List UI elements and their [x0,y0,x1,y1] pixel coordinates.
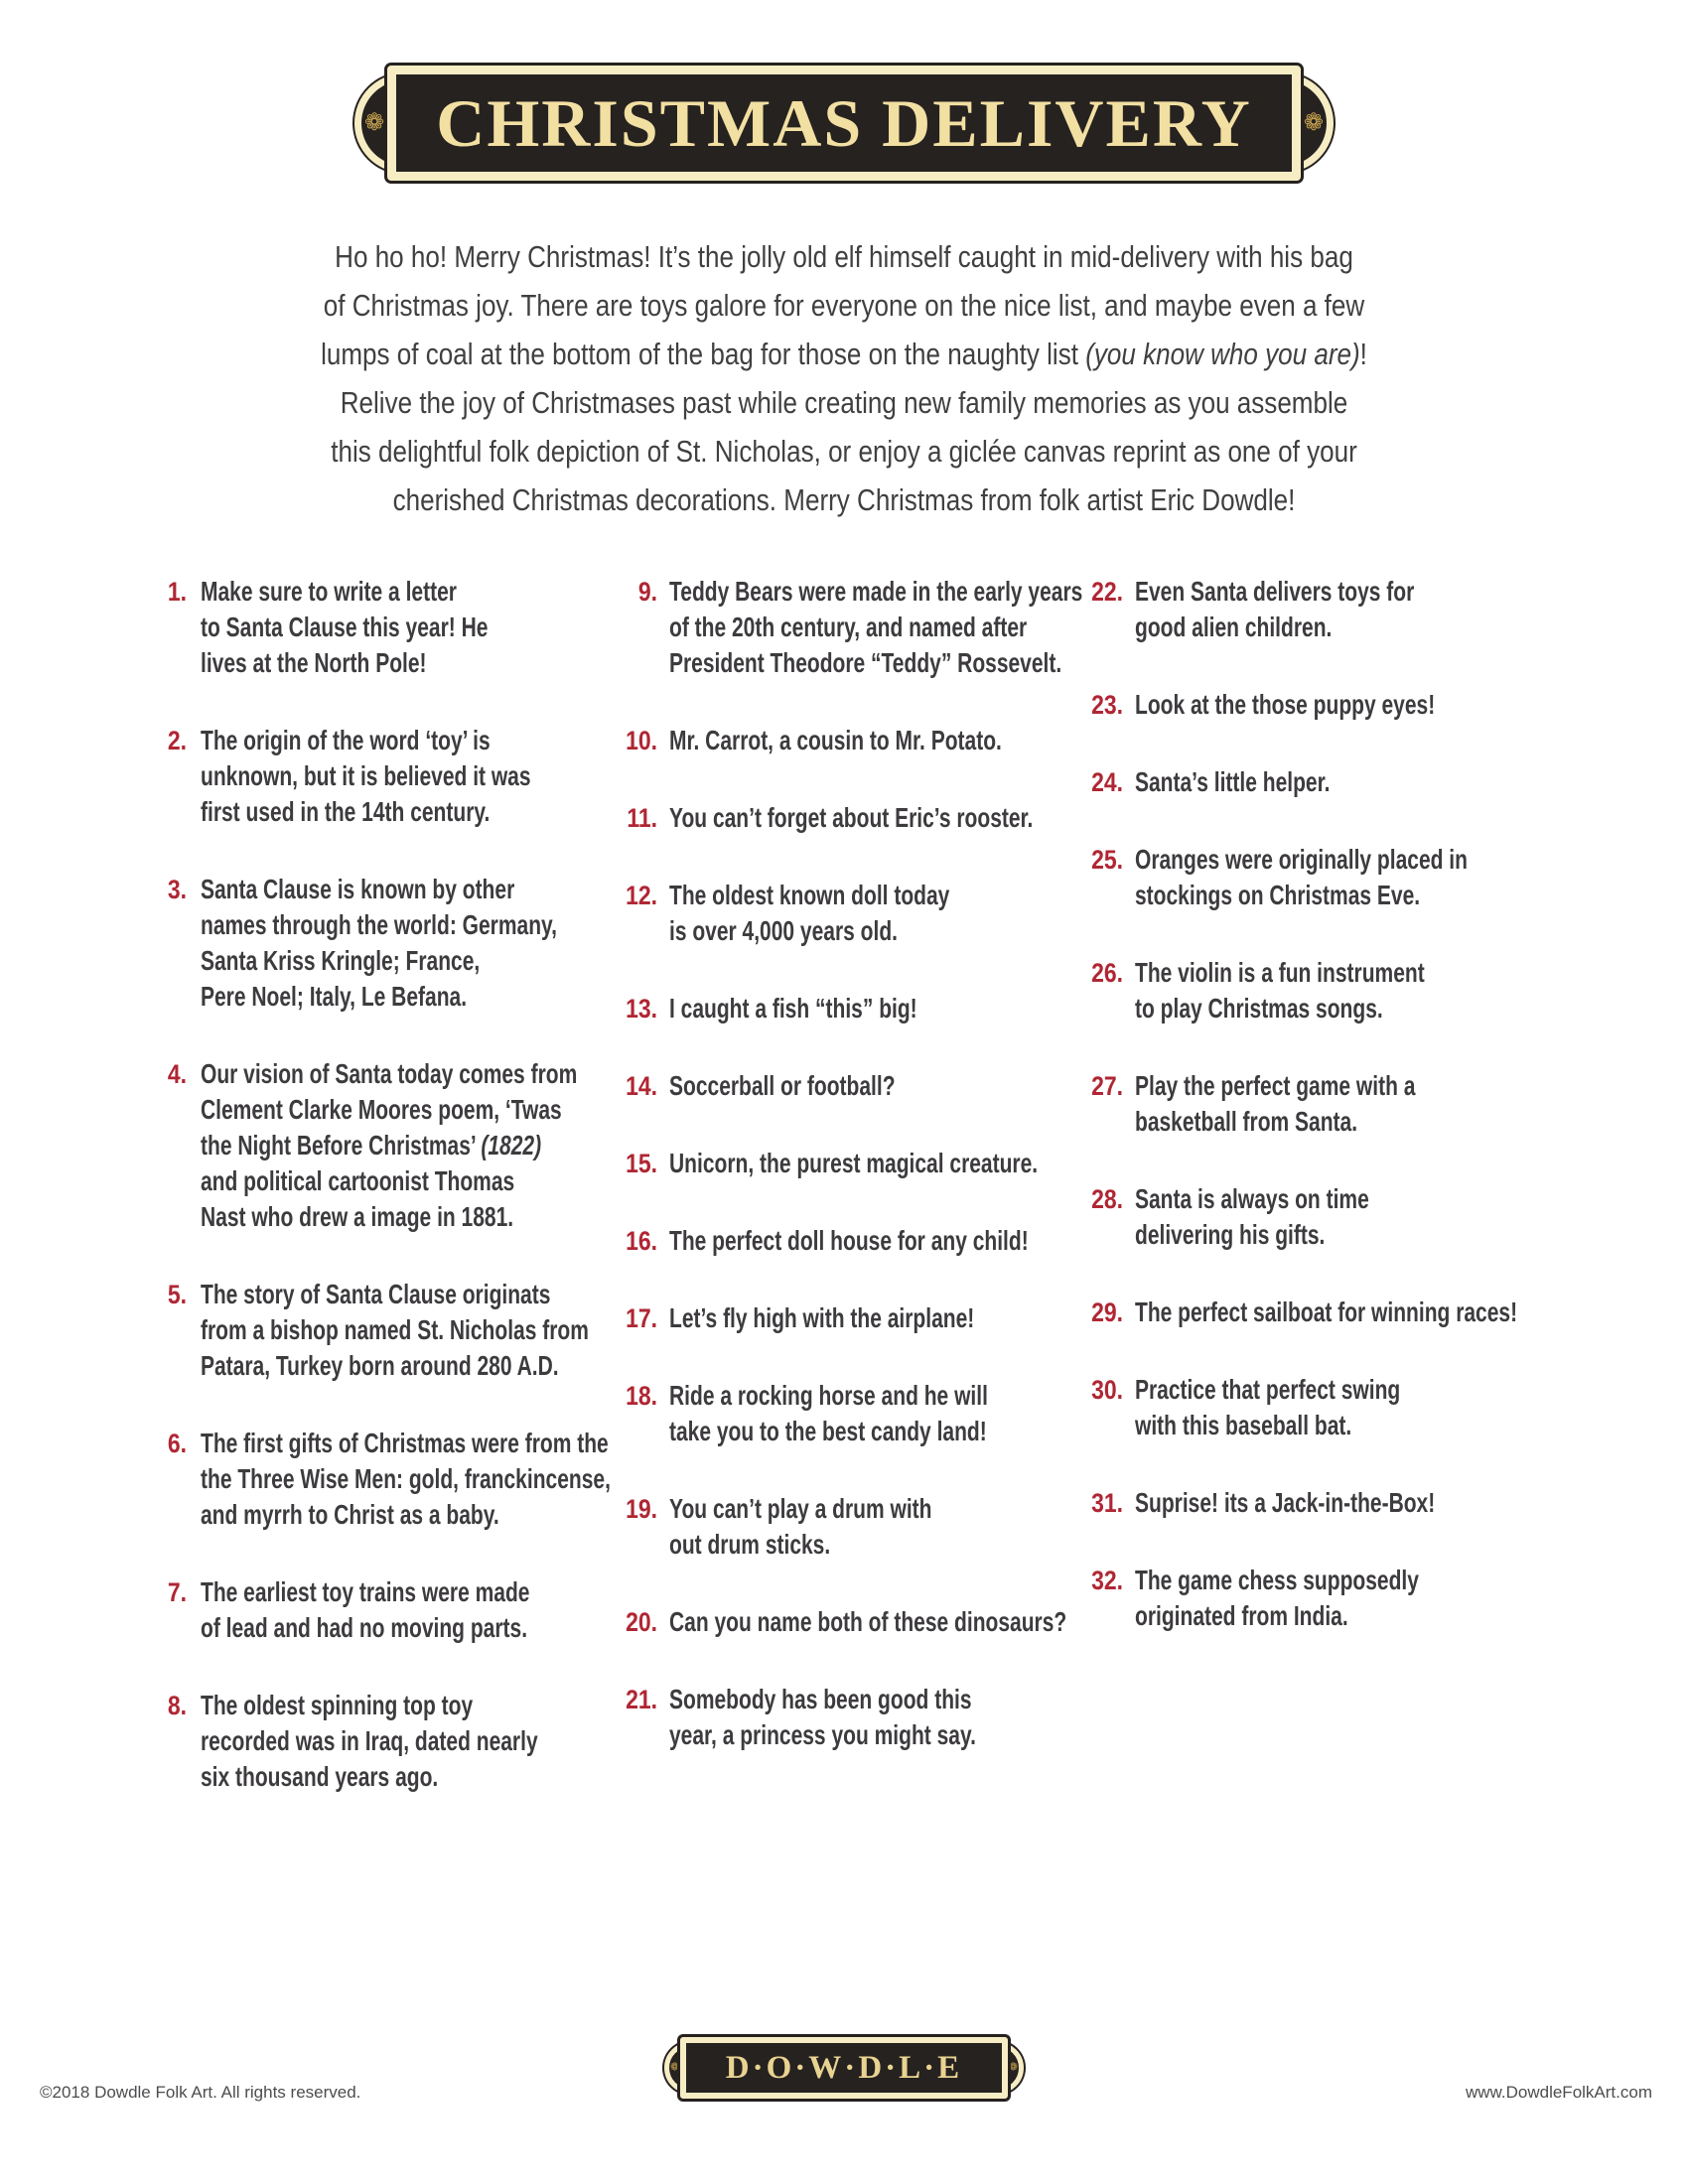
text-line [669,1378,988,1414]
text-line [201,574,510,610]
item-text [201,1277,614,1384]
item-text [669,1300,1073,1336]
list-item [612,1378,1073,1449]
item-number: 7. [167,1577,187,1607]
text-segment: of the 20th century, and named after [669,612,1028,642]
text-segment: year, a princess you might say. [669,1719,976,1750]
text-segment: this delightful folk depiction of St. Nicholas, or enjoy a giclée canvas reprint as one of your [331,434,1357,469]
item-text [201,1056,614,1235]
item-text [1135,1485,1574,1521]
text-segment: The perfect sailboat for winning races! [1135,1297,1518,1327]
text-segment: out drum sticks. [669,1529,831,1560]
text-segment: names through the world: Germany, [201,909,557,940]
text-line [1135,1372,1465,1408]
text-segment: Pere Noel; Italy, Le Befana. [201,981,468,1012]
text-line [201,872,515,907]
text-line [201,1574,530,1610]
text-line [201,610,510,645]
list-item [1077,1372,1574,1443]
text-segment: take you to the best candy land! [669,1416,987,1446]
text-segment: lumps of coal at the bottom of the bag for those on the naughty list [321,337,1086,371]
text-segment: Ho ho ho! Merry Christmas! It’s the jolly old elf himself caught in mid-delivery with his bag [335,239,1353,274]
item-number: 21. [626,1685,657,1714]
text-segment: the Night Before Christmas’ [201,1130,482,1160]
text-segment: I caught a fish “this” big! [669,993,917,1024]
item-text [201,872,614,1015]
text-segment: Santa’s little helper. [1135,766,1331,797]
text-segment: Our vision of Santa today comes from [201,1058,578,1089]
text-line [669,1300,975,1336]
text-segment: Ride a rocking horse and he will [669,1380,988,1411]
item-number: 27. [1091,1071,1123,1101]
text-segment: The game chess supposedly [1135,1565,1419,1595]
list-item [1077,687,1574,723]
text-segment: Santa Kriss Kringle; France, [201,945,481,976]
item-text [669,1604,1073,1640]
text-line [669,1223,1029,1259]
text-segment: Oranges were originally placed in [1135,844,1468,875]
text-segment: Play the perfect game with a [1135,1070,1416,1101]
text-segment: with this baseball bat. [1135,1410,1352,1440]
list-item [612,1682,1073,1753]
text-segment: Patara, Turkey born around 280 A.D. [201,1350,559,1381]
item-text [201,1426,614,1533]
page-title: CHRISTMAS DELIVERY [436,84,1252,161]
text-line [235,330,1453,378]
text-line [669,1604,1067,1640]
fleur-icon: ❁ [1303,109,1324,136]
item-number: 11. [627,803,657,833]
text-line [201,1348,559,1384]
text-segment: Even Santa delivers toys for [1135,576,1415,607]
text-segment: The violin is a fun instrument [1135,957,1425,988]
fact-column-2 [612,574,1083,1795]
text-segment: You can’t forget about Eric’s rooster. [669,802,1034,833]
text-segment: and political cartoonist Thomas [201,1165,515,1196]
text-line [669,645,1062,681]
text-line [669,1068,972,1104]
item-number: 9. [637,577,657,607]
item-text [669,991,1073,1026]
text-segment: delivering his gifts. [1135,1219,1326,1250]
list-item [612,723,1073,758]
item-text [1135,1181,1574,1253]
item-number: 19. [626,1494,657,1524]
item-number: 28. [1091,1184,1123,1214]
text-segment: Can you name both of these dinosaurs? [669,1606,1067,1637]
text-segment: Santa Clause is known by other [201,874,515,904]
text-segment: Practice that perfect swing [1135,1374,1401,1405]
text-line [1135,574,1465,610]
text-segment: Unicorn, the purest magical creature. [669,1148,1039,1178]
list-item [157,1426,614,1533]
list-item [157,723,614,830]
text-line [201,1759,510,1795]
item-text [669,1682,1073,1753]
item-number: 1. [167,577,187,607]
text-line [1135,1217,1465,1253]
item-text [1135,842,1574,913]
text-line [669,1682,972,1717]
list-item [612,1491,1073,1563]
list-item [157,1056,614,1235]
text-segment: Relive the joy of Christmases past while creating new family memories as you assemble [340,385,1348,420]
text-segment: President Theodore “Teddy” Rossevelt. [669,647,1062,678]
item-text [1135,1295,1574,1330]
item-text [669,1491,1073,1563]
text-line [201,979,510,1015]
list-item [157,574,614,681]
item-number: 23. [1091,690,1123,720]
item-number: 4. [167,1059,187,1089]
italic-segment: (1822) [481,1130,542,1160]
text-line [201,943,510,979]
text-line [201,1426,609,1461]
text-segment: originated from India. [1135,1600,1348,1631]
item-number: 5. [167,1280,187,1309]
item-text [201,1688,614,1795]
item-number: 14. [626,1071,657,1101]
item-text [1135,1068,1574,1140]
text-segment: cherished Christmas decorations. Merry Christmas from folk artist Eric Dowdle! [392,482,1296,517]
website-text: www.DowdleFolkArt.com [1466,2083,1652,2102]
text-line [201,1128,542,1163]
text-line [201,1688,510,1723]
text-line [1135,687,1465,723]
text-line [201,1056,578,1092]
text-line [1135,991,1465,1026]
text-line [669,991,972,1026]
item-number: 32. [1091,1566,1123,1595]
item-text [669,800,1073,836]
item-number: 10. [626,726,657,755]
item-text [669,574,1083,681]
fact-column-3 [1077,574,1574,1676]
list-item [1077,1181,1574,1253]
text-line [1135,1408,1465,1443]
item-text [201,723,614,830]
text-line [201,1610,528,1646]
item-text [1135,574,1574,645]
text-line [669,913,972,949]
text-line [1135,764,1465,800]
copyright-text: ©2018 Dowdle Folk Art. All rights reserved. [40,2083,361,2102]
text-segment: the Three Wise Men: gold, franckincense, [201,1463,611,1494]
item-text [669,1223,1073,1259]
list-item [612,1300,1073,1336]
text-line [1135,1104,1465,1140]
item-number: 8. [167,1691,187,1720]
text-segment: of lead and had no moving parts. [201,1612,528,1643]
text-segment: good alien children. [1135,612,1333,642]
text-line [201,1163,515,1199]
brand-plaque [670,2037,1018,2099]
text-line [1135,1598,1465,1634]
text-line [669,610,1028,645]
text-segment: The first gifts of Christmas were from the [201,1428,609,1458]
list-item [1077,1295,1574,1330]
item-number: 20. [626,1607,657,1637]
text-line [669,574,1083,610]
text-line [201,1092,562,1128]
text-line [201,1277,551,1312]
text-line [669,878,972,913]
item-text [201,574,614,681]
text-line [235,378,1453,427]
text-line [201,1199,514,1235]
brand-logo: D·O·W·D·L·E [725,2049,963,2086]
text-segment: Suprise! its a Jack-in-the-Box! [1135,1487,1436,1518]
item-number: 12. [626,881,657,910]
text-segment: lives at the North Pole! [201,647,427,678]
list-item [612,800,1073,836]
text-line [201,723,510,758]
brand-plaque-face [680,2037,1008,2099]
text-line [669,1527,972,1563]
text-segment: The oldest spinning top toy [201,1690,474,1720]
item-number: 24. [1091,767,1123,797]
text-segment: Nast who drew a image in 1881. [201,1201,514,1232]
text-line [235,476,1453,524]
text-line [1135,955,1465,991]
list-item [612,1146,1073,1181]
list-item [157,1574,614,1646]
text-segment: Clement Clarke Moores poem, ‘Twas [201,1094,562,1125]
text-segment: The story of Santa Clause originats [201,1279,551,1309]
text-segment: The oldest known doll today [669,880,950,910]
text-line [1135,878,1465,913]
list-item [612,878,1073,949]
text-line [669,723,1002,758]
list-item [157,872,614,1015]
item-text [669,1068,1073,1104]
item-text [1135,1372,1574,1443]
fleur-icon: ❁ [670,2061,680,2074]
text-line [669,1146,1039,1181]
item-text [201,1574,614,1646]
text-segment: ! [1359,337,1367,371]
text-segment: The earliest toy trains were made [201,1576,530,1607]
title-plaque-face [387,66,1301,181]
text-line [201,1497,510,1533]
text-line [669,1414,987,1449]
text-line [1135,1563,1465,1598]
text-segment: Let’s fly high with the airplane! [669,1302,975,1333]
text-line [235,427,1453,476]
text-line [1135,1068,1465,1104]
item-number: 16. [626,1226,657,1256]
text-segment: unknown, but it is believed it was [201,760,531,791]
text-line [201,1723,538,1759]
list-item [1077,955,1574,1026]
item-text [669,1378,1073,1449]
text-segment: Somebody has been good this [669,1684,972,1714]
list-item [612,991,1073,1026]
list-item [1077,842,1574,913]
item-number: 29. [1091,1297,1123,1327]
text-line [201,1461,611,1497]
text-line [201,907,557,943]
text-segment: Mr. Carrot, a cousin to Mr. Potato. [669,725,1002,755]
text-segment: You can’t play a drum with [669,1493,932,1524]
list-item [157,1277,614,1384]
item-number: 3. [167,875,187,904]
text-segment: The origin of the word ‘toy’ is [201,725,491,755]
item-text [1135,955,1574,1026]
item-number: 22. [1091,577,1123,607]
text-segment: and myrrh to Christ as a baby. [201,1499,499,1530]
text-segment: basketball from Santa. [1135,1106,1358,1137]
text-segment: from a bishop named St. Nicholas from [201,1314,589,1345]
item-text [1135,687,1574,723]
text-line [669,1717,976,1753]
item-number: 26. [1091,958,1123,988]
item-number: 25. [1091,845,1123,875]
text-segment: to Santa Clause this year! He [201,612,489,642]
text-line [201,1312,589,1348]
text-line [1135,1181,1465,1217]
list-item [612,1223,1073,1259]
item-number: 18. [626,1381,657,1411]
text-segment: Look at the those puppy eyes! [1135,689,1436,720]
text-segment: recorded was in Iraq, dated nearly [201,1725,538,1756]
text-segment: Make sure to write a letter [201,576,457,607]
text-line [1135,1295,1518,1330]
text-segment: stockings on Christmas Eve. [1135,880,1421,910]
item-number: 13. [626,994,657,1024]
list-item [1077,1563,1574,1634]
text-line [235,232,1453,281]
item-text [1135,764,1574,800]
list-item [157,1688,614,1795]
list-item [612,1068,1073,1104]
fleur-icon: ❁ [364,109,385,136]
item-number: 2. [167,726,187,755]
item-number: 31. [1091,1488,1123,1518]
italic-segment: (you know who you are) [1085,337,1360,371]
text-line [669,1491,972,1527]
text-segment: first used in the 14th century. [201,796,491,827]
text-line [1135,1485,1465,1521]
list-item [1077,1068,1574,1140]
text-segment: six thousand years ago. [201,1761,439,1792]
text-segment: to play Christmas songs. [1135,993,1383,1024]
list-item [1077,574,1574,645]
item-number: 17. [626,1303,657,1333]
intro-paragraph [119,232,1569,524]
text-segment: Santa is always on time [1135,1183,1369,1214]
fleur-icon: ❁ [1008,2061,1018,2074]
item-number: 30. [1091,1375,1123,1405]
list-item [1077,764,1574,800]
title-plaque [364,66,1324,181]
text-line [201,758,531,794]
text-line [201,645,510,681]
fact-column-1 [157,574,614,1837]
text-segment: is over 4,000 years old. [669,915,898,946]
text-segment: Teddy Bears were made in the early years [669,576,1083,607]
item-text [669,878,1073,949]
text-line [669,800,1034,836]
text-line [201,794,510,830]
text-segment: Soccerball or football? [669,1070,896,1101]
item-text [1135,1563,1574,1634]
text-segment: of Christmas joy. There are toys galore for everyone on the nice list, and maybe even a few [323,288,1365,323]
item-number: 15. [626,1149,657,1178]
list-item [612,574,1083,681]
item-text [669,1146,1073,1181]
title-banner [0,66,1688,181]
text-line [1135,842,1468,878]
text-line [235,281,1453,330]
item-text [669,723,1073,758]
item-number: 6. [167,1429,187,1458]
text-segment: The perfect doll house for any child! [669,1225,1029,1256]
list-item [1077,1485,1574,1521]
list-item [612,1604,1073,1640]
text-line [1135,610,1465,645]
